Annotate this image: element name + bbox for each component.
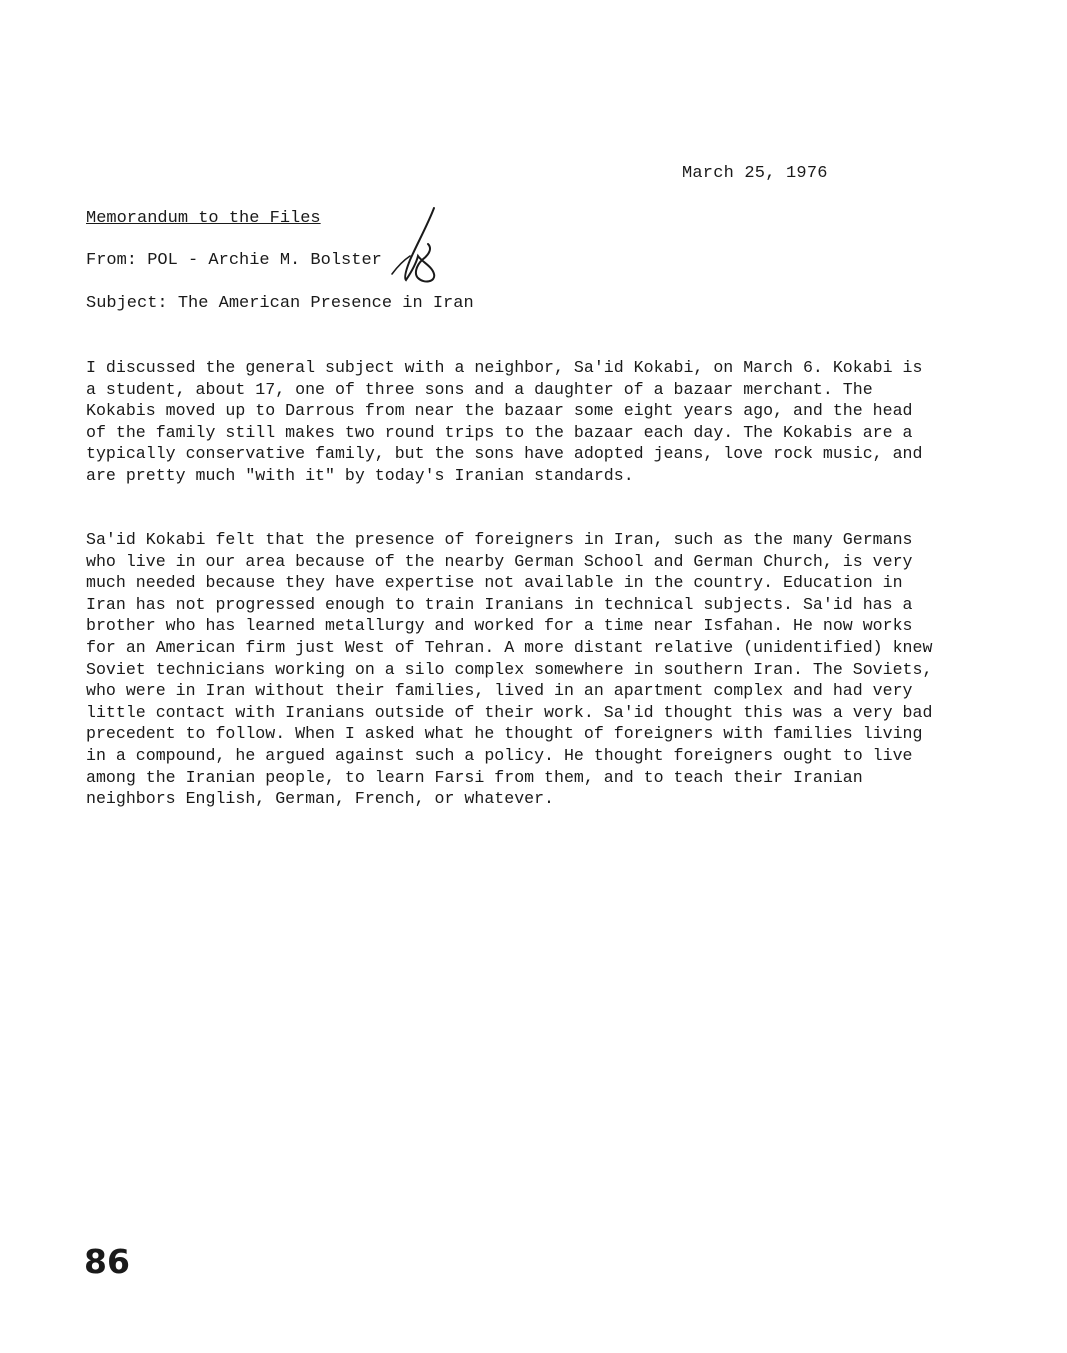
handwritten-initials-signature (388, 204, 448, 286)
memo-title: Memorandum to the Files (86, 209, 321, 228)
page-number: 86 (84, 1242, 130, 1281)
from-line: From: POL - Archie M. Bolster (86, 251, 382, 270)
subject-line: Subject: The American Presence in Iran (86, 294, 474, 313)
memo-date: March 25, 1976 (682, 164, 828, 183)
body-paragraph-2: Sa'id Kokabi felt that the presence of foreigners in Iran, such as the many Germans who live in our area because of the nearby German School and German Church, is very much needed because they have expertise not available in the country. Education in Iran has not progressed enough to train Iranians in technical subjects. Sa'id has a brother who has learned metallurgy and worked for a time near Isfahan. He now works for an American firm just West of Tehran. A more distant relative (unidentified) knew Soviet technicians working on a silo complex somewhere in southern Iran. The Soviets, who were in Iran without their families, lived in an apartment complex and had very little contact with Iranians outside of their work. Sa'id thought this was a very bad precedent to follow. When I asked what he thought of foreigners with families living in a compound, he argued against such a policy. He thought foreigners ought to live among the Iranian people, to learn Farsi from them, and to teach their Iranian neighbors English, German, French, or whatever. (86, 530, 933, 809)
body-paragraph-1: I discussed the general subject with a neighbor, Sa'id Kokabi, on March 6. Kokabi is a student, about 17, one of three sons and a daughter of a bazaar merchant. The Kokabis moved up to Darrous from near the bazaar some eight years ago, and the head of the family still makes two round trips to the bazaar each day. The Kokabis are a typically conservative family, but the sons have adopted jeans, love rock music, and are pretty much "with it" by today's Iranian standards. (86, 358, 923, 485)
